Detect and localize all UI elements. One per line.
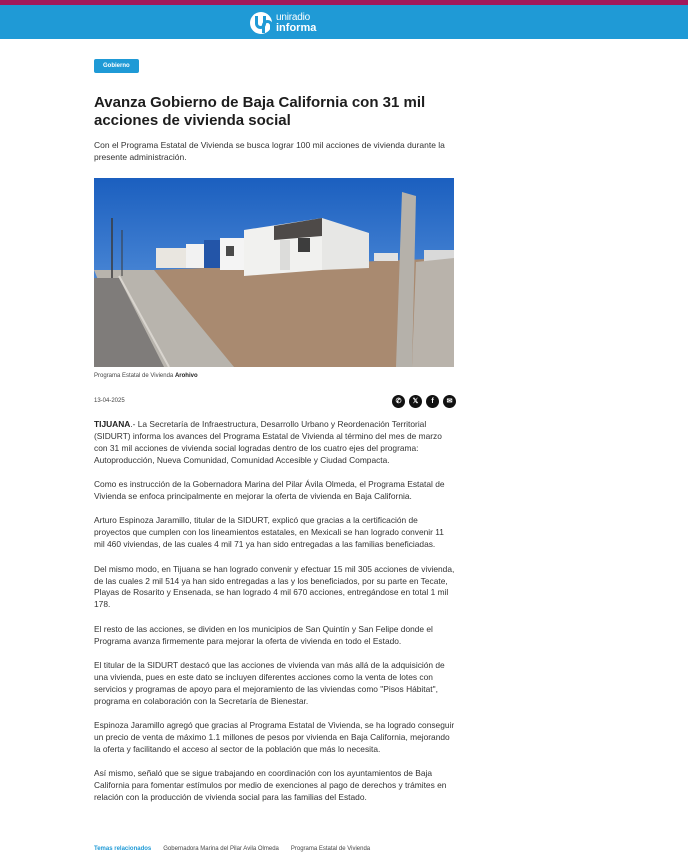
article: [94, 54, 456, 817]
paragraph: El resto de las acciones, se dividen en los municipios de San Quintín y San Felipe donde el Programa avanza firmemente para mejorar la oferta de vivienda en todo el Estado.: [94, 623, 433, 646]
whatsapp-icon[interactable]: ✆: [392, 395, 405, 408]
logo-line1: uniradio: [276, 12, 310, 23]
category-tag[interactable]: Gobierno: [94, 59, 139, 73]
related-topics: [94, 846, 370, 852]
x-icon[interactable]: 𝕏: [409, 395, 422, 408]
paragraph: Arturo Espinoza Jaramillo, titular de la SIDURT, explicó que gracias a la certificación de proyectos que cumplen con los lineamientos estatales, en Mexicali se han logrado convenir 11 mil 460 viviendas, de las cuales 4 mil 71 ya han sido entregadas a las familias beneficiadas.: [94, 515, 444, 550]
related-topics-label: Temas relacionados: [94, 846, 152, 852]
paragraph: Así mismo, señaló que se sigue trabajando en coordinación con los ayuntamientos de Baja California para fomentar estímulos por medio de exenciones al pago de derechos y trámites en relación con la producción de vivienda social para las familias del Estado.: [94, 768, 447, 803]
related-topic-link[interactable]: Gobernadora Marina del Pilar Avila Olmeda: [163, 846, 279, 852]
related-topic-link[interactable]: Programa Estatal de Vivienda: [290, 846, 371, 852]
article-subtitle: Con el Programa Estatal de Vivienda se busca lograr 100 mil acciones de vivienda durante la presente administración.: [94, 140, 445, 162]
site-logo[interactable]: [250, 11, 316, 35]
logo-icon: [250, 12, 272, 34]
email-icon[interactable]: ✉: [443, 395, 456, 408]
paragraph: Como es instrucción de la Gobernadora Marina del Pilar Ávila Olmeda, el Programa Estatal de Vivienda se enfoca principalmente en mejorar la oferta de vivienda en Baja California.: [94, 479, 445, 502]
publish-date: 13-04-2025: [94, 398, 125, 404]
facebook-icon[interactable]: f: [426, 395, 439, 408]
paragraph: El titular de la SIDURT destacó que las acciones de vivienda van más allá de la adquisición de una vivienda, pues en este dato se incluyen diferentes acciones como la venta de lotes con servicios y programas de apoyo para el mejoramiento de las viviendas como "Pisos Hábitat", programa en colaboración con la Secretaría de Bienestar.: [94, 660, 445, 706]
photo-credit: Arohivo: [174, 373, 198, 379]
share-buttons: [392, 395, 456, 408]
article-meta: [94, 393, 456, 409]
logo-line2: informa: [276, 22, 317, 34]
paragraph: Espinoza Jaramillo agregó que gracias al Programa Estatal de Vivienda, se ha logrado conseguir un precio de venta de máximo 1.1 millones de pesos por vivienda en Baja California, mejorando la oferta y facilitando el acceso al sector de la población que más lo necesita.: [94, 720, 455, 755]
dateline: TIJUANA: [94, 419, 131, 429]
article-body: [94, 419, 456, 804]
paragraph: TIJUANA.- La Secretaría de Infraestructura, Desarrollo Urbano y Reordenación Territorial (SIDURT) informa los avances del Programa Estatal de Vivienda al término del mes de marzo con 31 mil acciones de vivienda social logradas dentro de los cuatro ejes del programa: Autoproducción, Nueva Comunidad, Comunidad Accesible y Ciudad Compacta.: [94, 419, 442, 465]
article-title: Avanza Gobierno de Baja California con 31 mil acciones de vivienda social: [94, 94, 426, 129]
paragraph: Del mismo modo, en Tijuana se han logrado convenir y efectuar 15 mil 305 acciones de vivienda, de las cuales 2 mil 514 ya han sido entregadas a las y los beneficiados, por su parte en Tecate, Playas de Rosarito y Ensenada, se han logrado 4 mil 670 acciones, entregándose en total 1 mil 178.: [94, 563, 455, 610]
photo-caption: Programa Estatal de Vivienda Arohivo: [94, 373, 198, 379]
article-photo: [94, 178, 454, 367]
site-header: [0, 5, 688, 39]
